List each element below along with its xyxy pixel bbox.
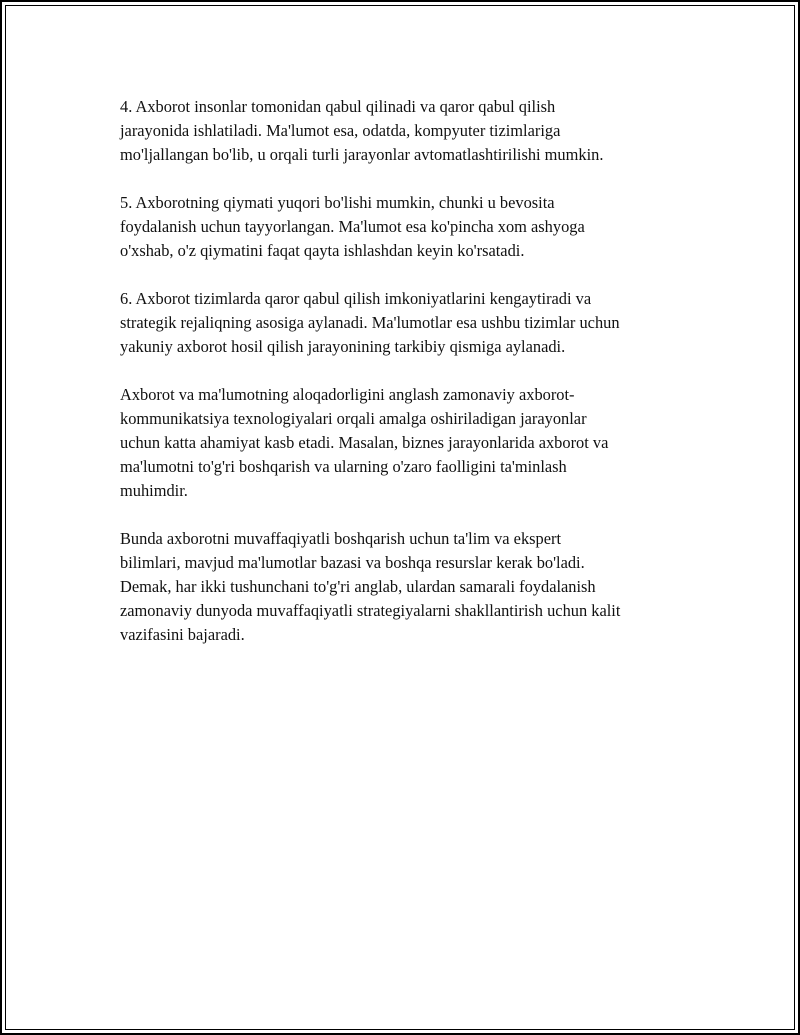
paragraph-point-5: 5. Axborotning qiymati yuqori bo'lishi mumkin, chunki u bevosita foydalanish uchun tayyorlangan. Ma'lumot esa ko'pincha xom ashyoga o'xshab, o'z qiymatini faqat qayta ishlashdan keyin ko'rsatadi. [120, 193, 585, 260]
paragraph-conclusion: Bunda axborotni muvaffaqiyatli boshqarish uchun ta'lim va ekspert bilimlari, mavjud ma'lumotlar bazasi va boshqa resurslar kerak bo'ladi. Demak, har ikki tushunchani to'g'ri anglab, ulardan samarali foydalanish zamonaviy dunyoda muvaffaqiyatli strategiyalarni shakllantirish uchun kalit vazifasini bajaradi. [120, 529, 621, 644]
document-body [120, 95, 700, 671]
paragraph-point-6: 6. Axborot tizimlarda qaror qabul qilish imkoniyatlarini kengaytiradi va strategik rejaliqning asosiga aylanadi. Ma'lumotlar esa ushbu tizimlar uchun yakuniy axborot hosil qilish jarayonining tarkibiy qismiga aylanadi. [120, 289, 620, 356]
paragraph-point-4: 4. Axborot insonlar tomonidan qabul qilinadi va qaror qabul qilish jarayonida ishlatiladi. Ma'lumot esa, odatda, kompyuter tizimlariga mo'ljallangan bo'lib, u orqali turli jarayonlar avtomatlashtirilishi mumkin. [120, 97, 604, 164]
paragraph-relationship: Axborot va ma'lumotning aloqadorligini anglash zamonaviy axborot- kommunikatsiya texnologiyalari orqali amalga oshiriladigan jarayonlar uchun katta ahamiyat kasb etadi. Masalan, biznes jarayonlarida axborot va ma'lumotni to'g'ri boshqarish va ularning o'zaro faolligini ta'minlash muhimdir. [120, 385, 609, 500]
